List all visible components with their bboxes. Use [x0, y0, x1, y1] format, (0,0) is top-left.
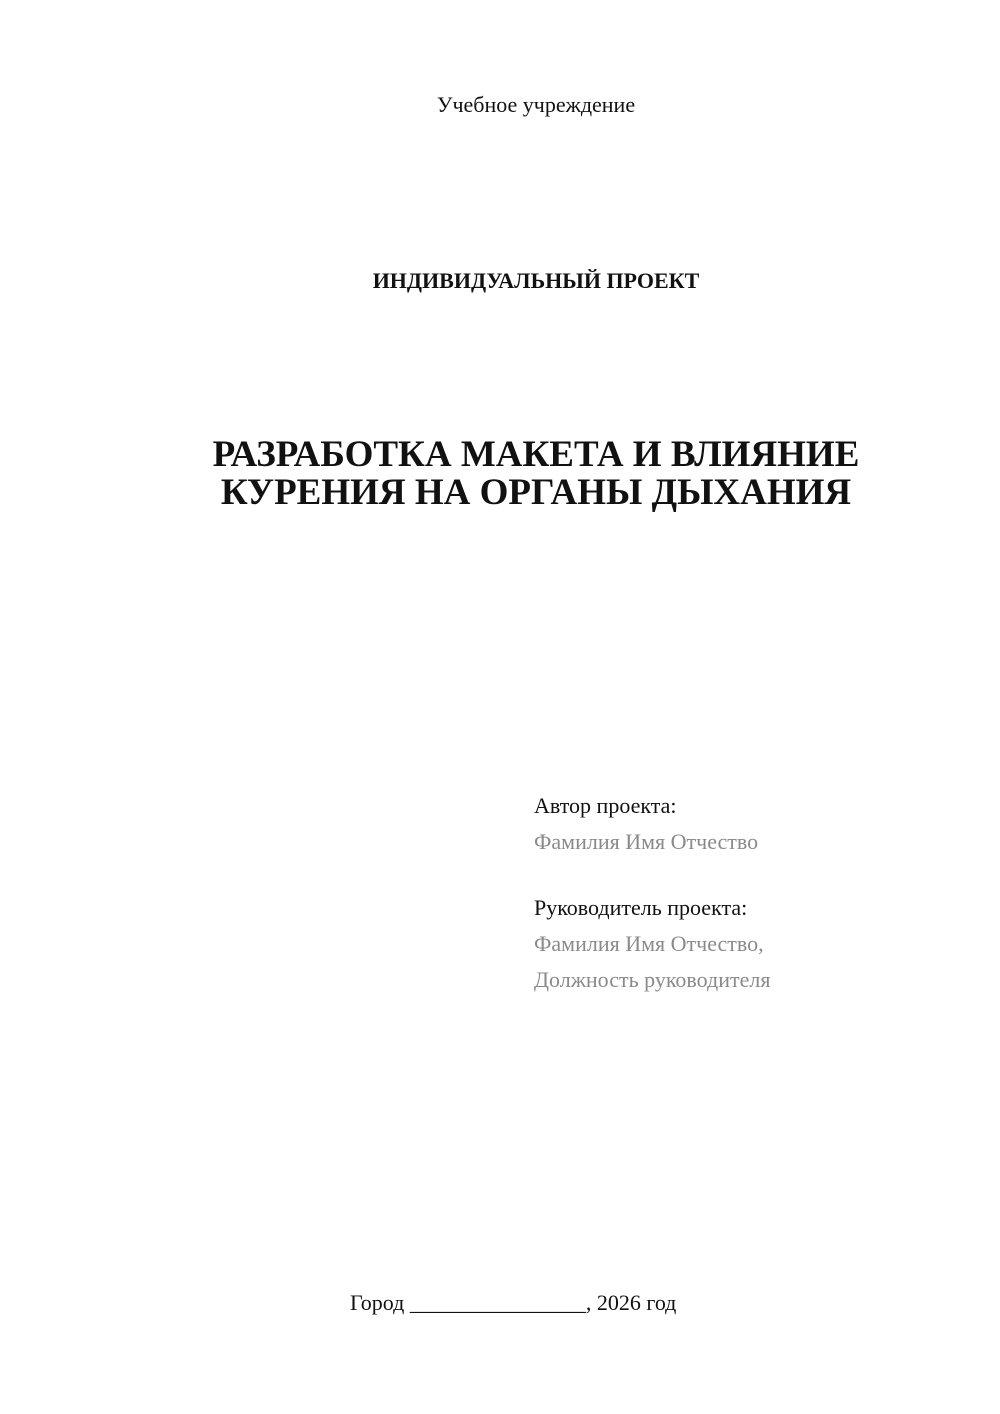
supervisor-block: [534, 890, 770, 998]
document-type: ИНДИВИДУАЛЬНЫЙ ПРОЕКТ: [372, 268, 700, 293]
project-title-line-2: КУРЕНИЯ НА ОРГАНЫ ДЫХАНИЯ: [220, 472, 852, 513]
author-block: [534, 788, 770, 860]
city-year-line: Город ________________, 2026 год: [350, 1290, 677, 1315]
supervisor-name: Фамилия Имя Отчество,: [534, 931, 764, 956]
supervisor-position: Должность руководителя: [534, 967, 771, 992]
author-label: Автор проекта:: [534, 793, 677, 818]
author-name: Фамилия Имя Отчество: [534, 829, 759, 854]
project-title: [0, 436, 1000, 512]
credits-block: [534, 788, 770, 1028]
institution-name: Учебное учреждение: [436, 92, 636, 117]
supervisor-label: Руководитель проекта:: [534, 895, 748, 920]
project-title-line-1: РАЗРАБОТКА МАКЕТА И ВЛИЯНИЕ: [212, 434, 860, 475]
